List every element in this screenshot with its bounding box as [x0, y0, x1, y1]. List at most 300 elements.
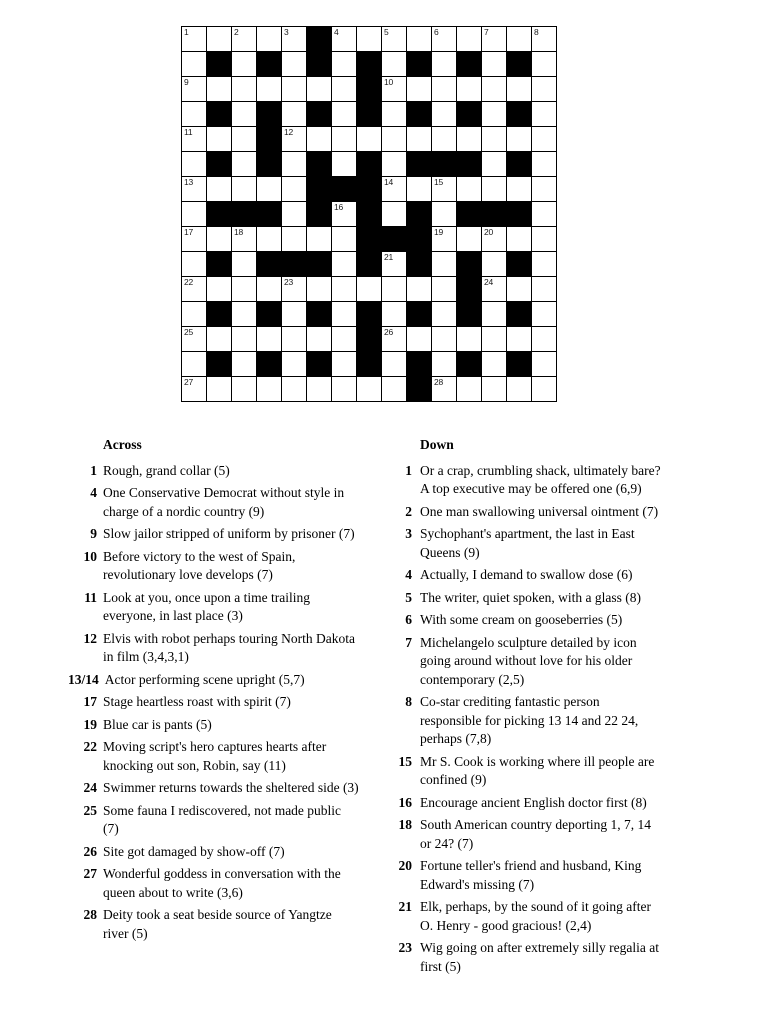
clue-number: 7 [405, 634, 412, 650]
grid-cell-white[interactable] [432, 377, 456, 401]
grid-cell-white[interactable] [457, 177, 481, 201]
grid-cell-black [507, 302, 531, 326]
grid-cell-white[interactable] [482, 102, 506, 126]
clue-text: Stage heartless roast with spirit (7) [103, 694, 291, 709]
cell-number: 8 [534, 27, 539, 37]
cell-number: 28 [434, 377, 444, 387]
grid-cell-black [282, 252, 306, 276]
grid-cell-white[interactable] [282, 177, 306, 201]
cell-number: 17 [184, 227, 194, 237]
grid-cell-black [307, 152, 331, 176]
grid-cell-black [432, 152, 456, 176]
cell-number: 12 [284, 127, 294, 137]
grid-cell-white[interactable] [232, 377, 256, 401]
grid-cell-white[interactable] [332, 352, 356, 376]
clue-number: 25 [83, 802, 97, 818]
grid-cell-white[interactable] [257, 327, 281, 351]
grid-cell-white[interactable] [232, 277, 256, 301]
grid-cell-white[interactable] [507, 377, 531, 401]
grid-cell-white[interactable] [332, 327, 356, 351]
grid-cell-white[interactable] [332, 127, 356, 151]
grid-cell-white[interactable] [407, 277, 431, 301]
grid-cell-white[interactable] [232, 127, 256, 151]
clue-text: Fortune teller's friend and husband, King Edward's missing (7) [420, 858, 642, 892]
grid-cell-white[interactable] [182, 27, 206, 51]
clue-text: Blue car is pants (5) [103, 716, 212, 732]
clue-text: Co-star crediting fantastic person responsible for picking 13 14 and 22 24, perhaps (7,8) [420, 694, 639, 746]
clue-text: Mr S. Cook is working where ill people are confined (9) [420, 753, 655, 787]
grid-cell-white[interactable] [382, 127, 406, 151]
clue-item [68, 630, 360, 667]
clue-item [385, 462, 661, 499]
clue-number: 26 [83, 843, 97, 859]
grid-cell-white[interactable] [507, 277, 531, 301]
grid-cell-white[interactable] [282, 227, 306, 251]
clue-text: The writer, quiet spoken, with a glass (8) [420, 589, 642, 605]
grid-cell-white[interactable] [282, 52, 306, 76]
grid-cell-white[interactable] [432, 352, 456, 376]
grid-cell-black [257, 152, 281, 176]
clue-item [385, 898, 661, 935]
grid-cell-white[interactable] [257, 27, 281, 51]
grid-cell-black [257, 127, 281, 151]
grid-cell-white[interactable] [482, 152, 506, 176]
grid-cell-black [457, 52, 481, 76]
cell-number: 16 [334, 202, 344, 212]
clue-number: 15 [398, 753, 412, 769]
clue-item [68, 843, 360, 862]
grid-cell-white[interactable] [482, 127, 506, 151]
grid-cell-white[interactable] [507, 327, 531, 351]
grid-cell-white[interactable] [532, 377, 556, 401]
clue-number: 20 [398, 858, 412, 873]
grid-cell-white[interactable] [432, 52, 456, 76]
grid-cell-white[interactable] [457, 227, 481, 251]
clue-text: Elvis with robot perhaps touring North Dakota in film (3,4,3,1) [103, 630, 355, 664]
grid-cell-black [407, 227, 431, 251]
grid-cell-white[interactable] [382, 377, 406, 401]
grid-cell-white[interactable] [482, 52, 506, 76]
grid-cell-white[interactable] [482, 327, 506, 351]
clue-item [68, 671, 360, 690]
clue-text: Rough, grand collar (5) [103, 462, 230, 478]
grid-cell-white[interactable] [482, 27, 506, 51]
grid-cell-white[interactable] [532, 77, 556, 101]
clue-text: Michelangelo sculpture detailed by icon going around without love for his older contemporary (2,5) [420, 634, 637, 687]
grid-cell-white[interactable] [532, 227, 556, 251]
grid-cell-white[interactable] [332, 52, 356, 76]
grid-cell-white[interactable] [182, 177, 206, 201]
grid-cell-white[interactable] [207, 377, 231, 401]
grid-cell-white[interactable] [282, 127, 306, 151]
grid-cell-white[interactable] [282, 277, 306, 301]
grid-cell-black [507, 152, 531, 176]
clue-item [68, 906, 360, 943]
across-heading: Across [103, 437, 142, 452]
clue-text: Actor performing scene upright (5,7) [104, 671, 305, 687]
grid-cell-white[interactable] [257, 227, 281, 251]
grid-cell-black [507, 252, 531, 276]
grid-cell-white[interactable] [332, 202, 356, 226]
clue-number: 1 [405, 462, 412, 478]
grid-cell-white[interactable] [332, 77, 356, 101]
clue-item [385, 611, 661, 630]
grid-cell-white[interactable] [407, 77, 431, 101]
grid-cell-white[interactable] [332, 252, 356, 276]
grid-cell-black [407, 102, 431, 126]
grid-cell-white[interactable] [482, 277, 506, 301]
grid-cell-white[interactable] [432, 227, 456, 251]
grid-cell-white[interactable] [182, 252, 206, 276]
grid-cell-white[interactable] [182, 152, 206, 176]
grid-cell-white[interactable] [457, 377, 481, 401]
grid-cell-black [357, 152, 381, 176]
grid-cell-white[interactable] [532, 202, 556, 226]
grid-cell-white[interactable] [532, 152, 556, 176]
clue-text: South American country deporting 1, 7, 14 or 24? (7) [420, 817, 651, 851]
clue-item [385, 525, 661, 562]
grid-cell-black [407, 252, 431, 276]
grid-cell-white[interactable] [182, 327, 206, 351]
clue-text: Before victory to the west of Spain, revolutionary love develops (7) [103, 548, 296, 582]
grid-cell-white[interactable] [482, 352, 506, 376]
clue-item [385, 634, 661, 690]
grid-cell-white[interactable] [432, 327, 456, 351]
clue-text: Look at you, once upon a time trailing everyone, in last place (3) [103, 589, 310, 623]
clue-text: Actually, I demand to swallow dose (6) [420, 567, 633, 582]
grid-cell-white[interactable] [282, 202, 306, 226]
cell-number: 15 [434, 177, 444, 187]
grid-cell-black [457, 202, 481, 226]
grid-cell-black [257, 202, 281, 226]
grid-cell-white[interactable] [257, 77, 281, 101]
cell-number: 21 [384, 252, 394, 262]
grid-cell-white[interactable] [432, 27, 456, 51]
grid-cell-white[interactable] [232, 27, 256, 51]
grid-cell-white[interactable] [332, 27, 356, 51]
cell-number: 14 [384, 177, 394, 187]
grid-cell-white[interactable] [507, 27, 531, 51]
grid-cell-white[interactable] [482, 227, 506, 251]
grid-cell-black [307, 177, 331, 201]
cell-number: 24 [484, 277, 494, 287]
grid-cell-black [307, 102, 331, 126]
grid-cell-white[interactable] [182, 227, 206, 251]
grid-cell-white[interactable] [532, 52, 556, 76]
clue-text: One man swallowing universal ointment (7) [420, 503, 659, 519]
grid-cell-black [357, 202, 381, 226]
clue-text: One Conservative Democrat without style in charge of a nordic country (9) [103, 485, 345, 519]
clue-text: Wonderful goddess in conversation with the queen about to write (3,6) [103, 866, 341, 900]
cell-number: 22 [184, 277, 194, 287]
grid-cell-white[interactable] [182, 52, 206, 76]
grid-cell-white[interactable] [257, 277, 281, 301]
grid-cell-black [507, 102, 531, 126]
grid-cell-white[interactable] [432, 202, 456, 226]
clue-text: Or a crap, crumbling shack, ultimately bare? A top executive may be offered one (6,9) [420, 462, 661, 496]
grid-cell-white[interactable] [182, 202, 206, 226]
clue-text: Encourage ancient English doctor first (8) [420, 794, 647, 810]
clue-item [385, 566, 661, 585]
grid-cell-white[interactable] [307, 127, 331, 151]
clue-number: 11 [84, 589, 97, 605]
cell-number: 13 [184, 177, 194, 187]
grid-cell-white[interactable] [232, 252, 256, 276]
grid-cell-white[interactable] [482, 77, 506, 101]
clue-item [385, 794, 661, 813]
clue-text: Slow jailor stripped of uniform by prisoner (7) [103, 526, 355, 541]
grid-cell-white[interactable] [282, 377, 306, 401]
grid-cell-white[interactable] [382, 102, 406, 126]
grid-cell-white[interactable] [432, 277, 456, 301]
across-clues-list [68, 462, 360, 944]
grid-cell-black [307, 52, 331, 76]
grid-cell-white[interactable] [257, 377, 281, 401]
grid-cell-black [407, 202, 431, 226]
grid-cell-white[interactable] [407, 127, 431, 151]
grid-cell-black [507, 52, 531, 76]
grid-cell-white[interactable] [357, 277, 381, 301]
clue-text: Site got damaged by show-off (7) [103, 843, 285, 859]
grid-cell-white[interactable] [207, 327, 231, 351]
grid-cell-white[interactable] [282, 77, 306, 101]
grid-cell-white[interactable] [532, 252, 556, 276]
grid-cell-white[interactable] [482, 252, 506, 276]
cell-number: 3 [284, 27, 289, 37]
grid-cell-white[interactable] [207, 227, 231, 251]
clue-item [68, 802, 360, 839]
grid-cell-white[interactable] [282, 352, 306, 376]
grid-cell-white[interactable] [307, 377, 331, 401]
grid-cell-white[interactable] [182, 102, 206, 126]
grid-cell-black [207, 202, 231, 226]
grid-cell-white[interactable] [207, 277, 231, 301]
grid-cell-white[interactable] [232, 352, 256, 376]
grid-cell-white[interactable] [182, 302, 206, 326]
grid-cell-white[interactable] [407, 327, 431, 351]
grid-cell-white[interactable] [357, 377, 381, 401]
grid-cell-white[interactable] [532, 127, 556, 151]
grid-cell-black [257, 302, 281, 326]
grid-cell-white[interactable] [507, 227, 531, 251]
grid-cell-white[interactable] [457, 27, 481, 51]
grid-cell-black [357, 327, 381, 351]
clue-item [385, 939, 661, 976]
grid-cell-white[interactable] [307, 277, 331, 301]
clue-number: 2 [405, 503, 412, 519]
grid-cell-white[interactable] [432, 252, 456, 276]
grid-cell-white[interactable] [282, 302, 306, 326]
grid-cell-black [382, 227, 406, 251]
grid-cell-white[interactable] [482, 177, 506, 201]
clue-item [68, 548, 360, 585]
down-clues-section [385, 436, 661, 980]
grid-cell-white[interactable] [282, 327, 306, 351]
grid-cell-white[interactable] [507, 177, 531, 201]
grid-cell-white[interactable] [332, 377, 356, 401]
clue-number: 4 [405, 567, 412, 582]
clue-item [68, 484, 360, 521]
grid-cell-white[interactable] [282, 27, 306, 51]
grid-cell-black [357, 302, 381, 326]
grid-cell-black [307, 302, 331, 326]
clue-number: 9 [90, 526, 97, 541]
grid-cell-white[interactable] [382, 77, 406, 101]
grid-cell-white[interactable] [182, 277, 206, 301]
grid-cell-white[interactable] [532, 352, 556, 376]
cell-number: 11 [184, 127, 193, 137]
grid-cell-white[interactable] [282, 152, 306, 176]
grid-cell-white[interactable] [532, 277, 556, 301]
grid-cell-white[interactable] [232, 152, 256, 176]
grid-cell-white[interactable] [282, 102, 306, 126]
cell-number: 23 [284, 277, 294, 287]
grid-cell-white[interactable] [232, 52, 256, 76]
grid-cell-white[interactable] [307, 327, 331, 351]
clue-number: 23 [398, 940, 412, 955]
grid-cell-black [357, 177, 381, 201]
clue-number: 19 [83, 716, 97, 732]
grid-cell-white[interactable] [532, 27, 556, 51]
grid-cell-white[interactable] [332, 302, 356, 326]
grid-cell-black [407, 352, 431, 376]
grid-cell-white[interactable] [407, 177, 431, 201]
grid-cell-white[interactable] [232, 327, 256, 351]
grid-cell-white[interactable] [532, 177, 556, 201]
grid-cell-white[interactable] [232, 177, 256, 201]
grid-cell-white[interactable] [257, 177, 281, 201]
grid-cell-white[interactable] [307, 227, 331, 251]
clue-item [385, 589, 661, 608]
grid-cell-white[interactable] [382, 277, 406, 301]
grid-cell-white[interactable] [382, 202, 406, 226]
clue-number: 18 [398, 817, 412, 832]
grid-cell-white[interactable] [207, 127, 231, 151]
grid-cell-white[interactable] [432, 302, 456, 326]
clue-text: Elk, perhaps, by the sound of it going after O. Henry - good gracious! (2,4) [420, 899, 651, 933]
grid-cell-black [207, 252, 231, 276]
clue-item [68, 693, 360, 712]
grid-cell-white[interactable] [432, 102, 456, 126]
grid-cell-white[interactable] [232, 227, 256, 251]
grid-cell-white[interactable] [232, 77, 256, 101]
grid-cell-black [207, 302, 231, 326]
grid-cell-white[interactable] [457, 127, 481, 151]
cell-number: 2 [234, 27, 239, 37]
grid-cell-white[interactable] [357, 27, 381, 51]
clue-number: 5 [405, 589, 412, 605]
grid-cell-white[interactable] [382, 152, 406, 176]
grid-cell-white[interactable] [382, 252, 406, 276]
down-heading: Down [420, 437, 454, 452]
grid-cell-black [207, 352, 231, 376]
clue-number: 16 [398, 794, 412, 810]
grid-cell-white[interactable] [507, 127, 531, 151]
grid-cell-white[interactable] [532, 327, 556, 351]
grid-cell-white[interactable] [457, 327, 481, 351]
grid-cell-white[interactable] [382, 352, 406, 376]
grid-cell-white[interactable] [382, 177, 406, 201]
grid-cell-white[interactable] [507, 77, 531, 101]
grid-cell-black [257, 102, 281, 126]
grid-cell-black [307, 252, 331, 276]
clue-item [68, 462, 360, 481]
clue-number: 17 [83, 694, 97, 709]
grid-cell-white[interactable] [207, 177, 231, 201]
grid-cell-black [457, 352, 481, 376]
grid-cell-white[interactable] [232, 102, 256, 126]
grid-cell-white[interactable] [332, 227, 356, 251]
grid-cell-black [407, 52, 431, 76]
grid-cell-white[interactable] [432, 127, 456, 151]
grid-cell-black [507, 352, 531, 376]
grid-cell-white[interactable] [182, 352, 206, 376]
grid-cell-black [457, 102, 481, 126]
clue-number: 28 [83, 907, 97, 922]
across-clues-section [68, 436, 360, 947]
grid-cell-white[interactable] [532, 102, 556, 126]
grid-cell-black [257, 52, 281, 76]
clue-item [385, 693, 661, 749]
cell-number: 26 [384, 327, 394, 337]
cell-number: 7 [484, 27, 489, 37]
cell-number: 20 [484, 227, 494, 237]
grid-cell-white[interactable] [232, 302, 256, 326]
grid-cell-white[interactable] [382, 27, 406, 51]
grid-cell-white[interactable] [182, 127, 206, 151]
clue-item [385, 857, 661, 894]
grid-cell-black [407, 152, 431, 176]
cell-number: 27 [184, 377, 194, 387]
clue-number: 21 [398, 899, 412, 914]
clue-item [68, 865, 360, 902]
grid-cell-white[interactable] [382, 52, 406, 76]
grid-cell-white[interactable] [432, 177, 456, 201]
grid-cell-white[interactable] [382, 302, 406, 326]
grid-cell-white[interactable] [182, 77, 206, 101]
grid-cell-black [257, 252, 281, 276]
clue-number: 8 [405, 694, 412, 709]
grid-cell-white[interactable] [432, 77, 456, 101]
cell-number: 4 [334, 27, 339, 37]
grid-cell-white[interactable] [482, 377, 506, 401]
grid-cell-white[interactable] [382, 327, 406, 351]
grid-cell-white[interactable] [532, 302, 556, 326]
grid-cell-white[interactable] [332, 102, 356, 126]
clue-text: With some cream on gooseberries (5) [420, 612, 623, 627]
clue-number: 6 [405, 612, 412, 627]
grid-cell-black [407, 302, 431, 326]
clue-number: 12 [83, 630, 97, 646]
clue-number: 3 [405, 526, 412, 541]
clue-text: Sychophant's apartment, the last in East Queens (9) [420, 526, 635, 560]
clue-item [385, 816, 661, 853]
grid-cell-white[interactable] [407, 27, 431, 51]
grid-cell-black [457, 302, 481, 326]
clue-item [68, 525, 360, 544]
grid-cell-white[interactable] [207, 27, 231, 51]
grid-cell-black [332, 177, 356, 201]
grid-cell-white[interactable] [357, 127, 381, 151]
grid-cell-white[interactable] [332, 277, 356, 301]
clue-item [68, 779, 360, 798]
grid-cell-white[interactable] [332, 152, 356, 176]
grid-cell-white[interactable] [457, 77, 481, 101]
grid-cell-white[interactable] [482, 302, 506, 326]
grid-cell-white[interactable] [207, 77, 231, 101]
grid-cell-white[interactable] [307, 77, 331, 101]
grid-cell-white[interactable] [182, 377, 206, 401]
